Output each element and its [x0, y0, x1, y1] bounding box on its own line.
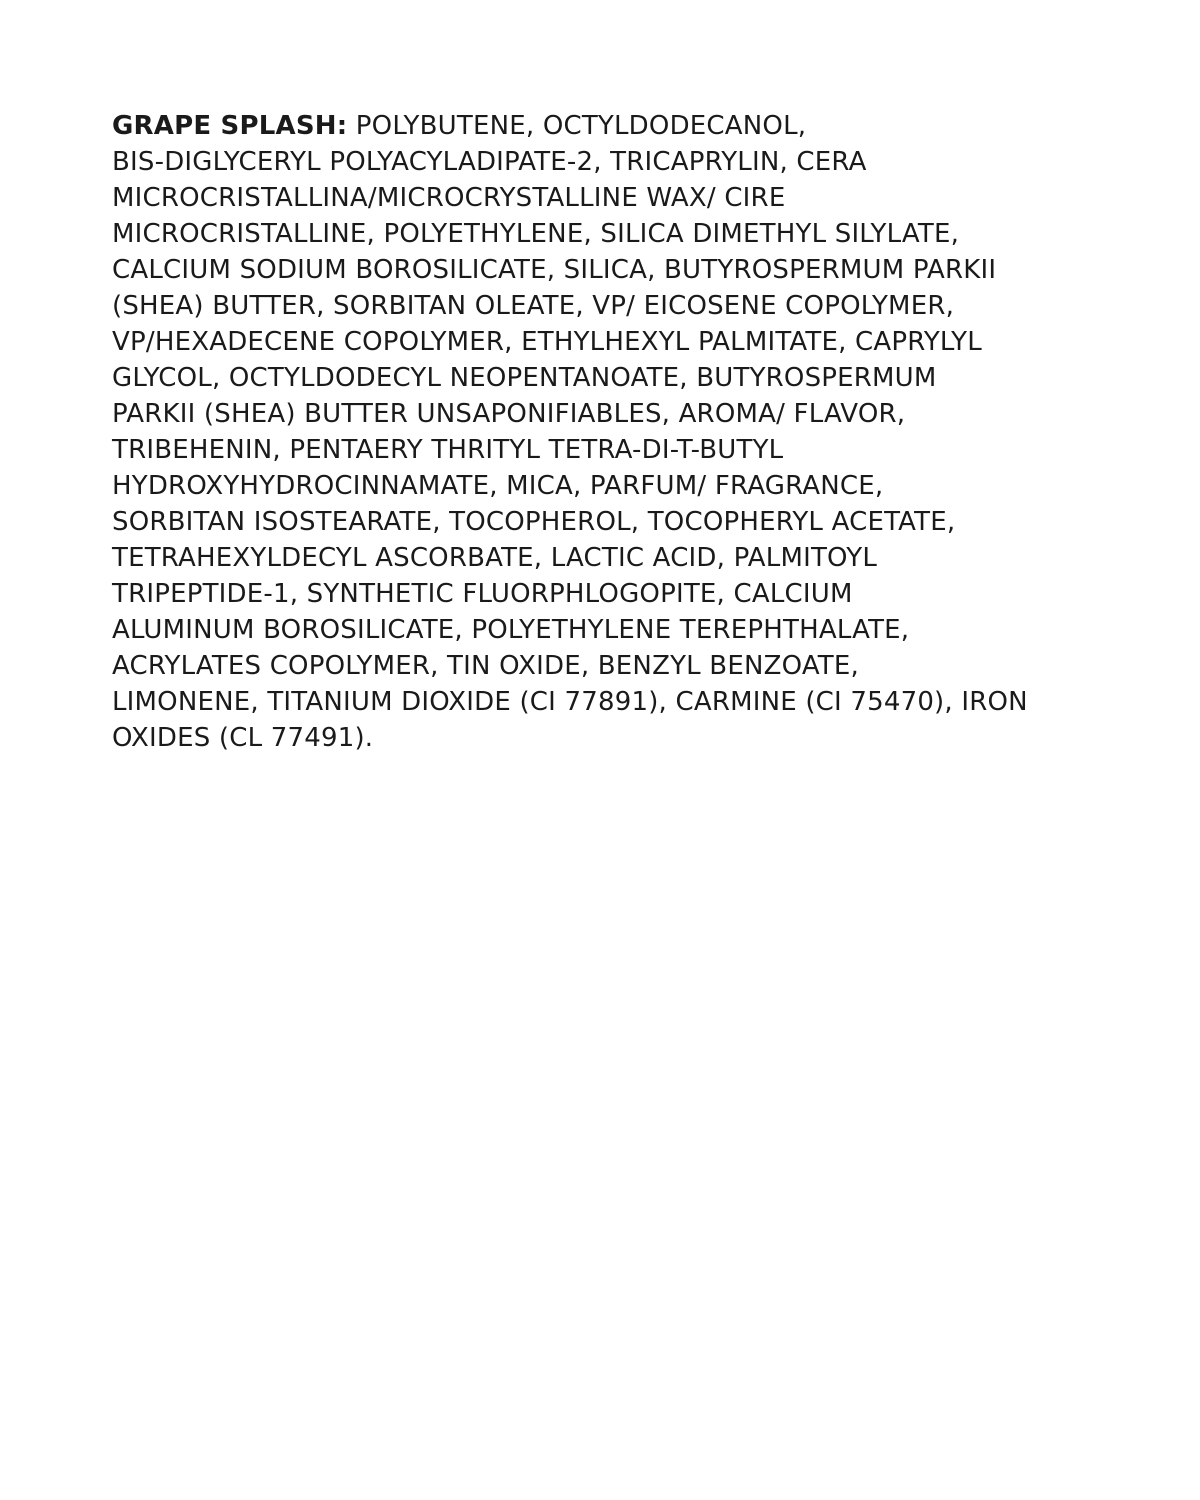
ingredients-line: SORBITAN ISOSTEARATE, TOCOPHEROL, TOCOPHERYL ACETATE,: [112, 507, 956, 537]
ingredients-line: CALCIUM SODIUM BOROSILICATE, SILICA, BUTYROSPERMUM PARKII: [112, 255, 997, 285]
ingredients-line: TRIPEPTIDE-1, SYNTHETIC FLUORPHLOGOPITE, CALCIUM: [112, 579, 853, 609]
ingredients-line: GLYCOL, OCTYLDODECYL NEOPENTANOATE, BUTYROSPERMUM: [112, 363, 937, 393]
ingredients-line: ALUMINUM BOROSILICATE, POLYETHYLENE TEREPHTHALATE,: [112, 615, 910, 645]
ingredients-text: POLYBUTENE, OCTYLDODECANOL,: [347, 111, 807, 141]
ingredients-line: PARKII (SHEA) BUTTER UNSAPONIFIABLES, AROMA/ FLAVOR,: [112, 399, 906, 429]
ingredients-line: MICROCRISTALLINE, POLYETHYLENE, SILICA DIMETHYL SILYLATE,: [112, 219, 960, 249]
ingredients-line: (SHEA) BUTTER, SORBITAN OLEATE, VP/ EICOSENE COPOLYMER,: [112, 291, 955, 321]
ingredients-list: [112, 108, 1102, 756]
ingredients-line: HYDROXYHYDROCINNAMATE, MICA, PARFUM/ FRAGRANCE,: [112, 471, 884, 501]
ingredients-line: TETRAHEXYLDECYL ASCORBATE, LACTIC ACID, PALMITOYL: [112, 543, 878, 573]
ingredients-line: BIS-DIGLYCERYL POLYACYLADIPATE-2, TRICAPRYLIN, CERA: [112, 147, 867, 177]
product-label: GRAPE SPLASH:: [112, 111, 348, 141]
ingredients-line: OXIDES (CL 77491).: [112, 723, 374, 753]
ingredients-line: LIMONENE, TITANIUM DIOXIDE (CI 77891), CARMINE (CI 75470), IRON: [112, 687, 1028, 717]
ingredients-line: TRIBEHENIN, PENTAERY THRITYL TETRA-DI-T-BUTYL: [112, 435, 784, 465]
ingredients-line: MICROCRISTALLINA/MICROCRYSTALLINE WAX/ CIRE: [112, 183, 786, 213]
ingredients-line: ACRYLATES COPOLYMER, TIN OXIDE, BENZYL BENZOATE,: [112, 651, 859, 681]
ingredients-line: [112, 108, 1102, 144]
ingredients-line: VP/HEXADECENE COPOLYMER, ETHYLHEXYL PALMITATE, CAPRYLYL: [112, 327, 982, 357]
